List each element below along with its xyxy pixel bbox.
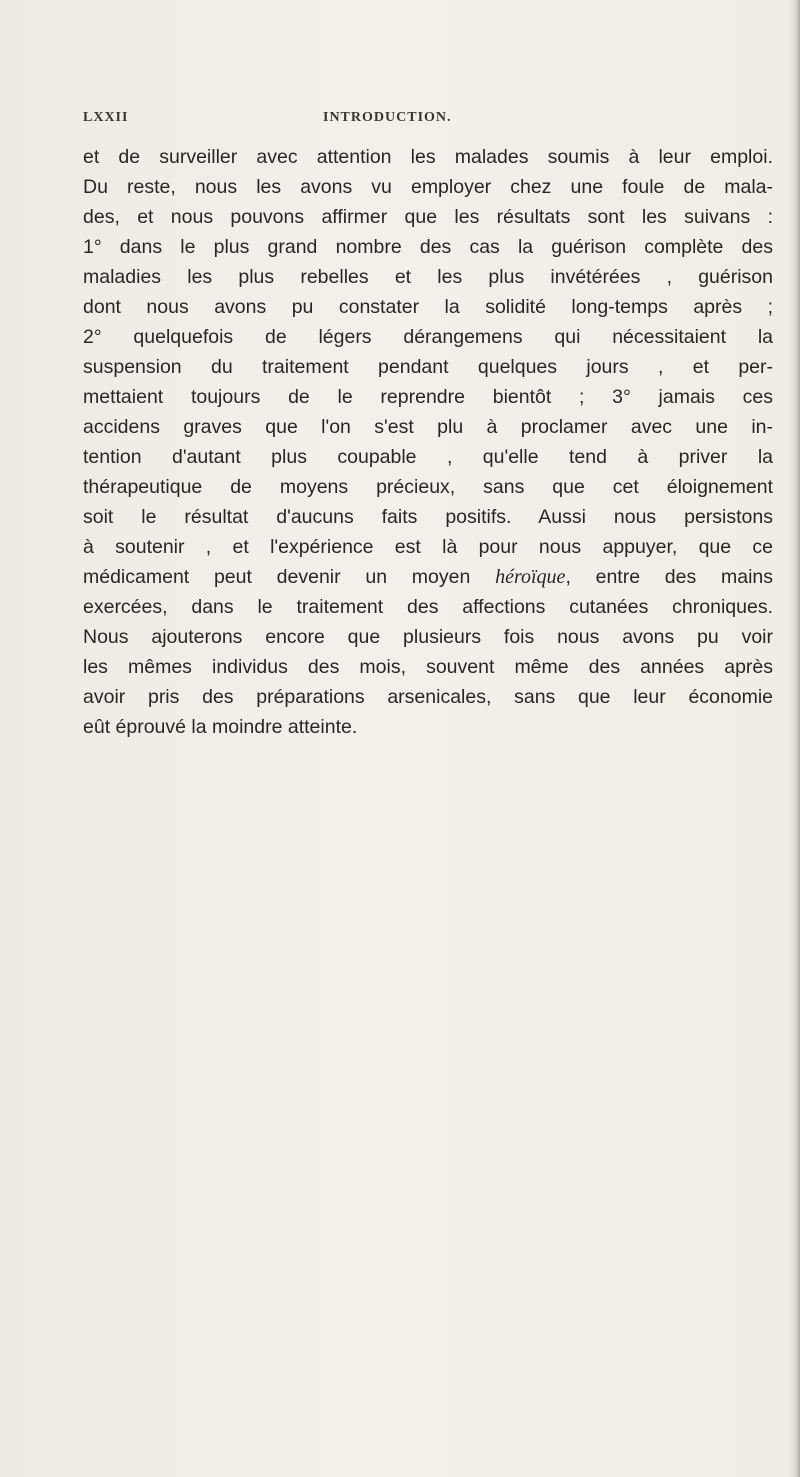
page-number: LXXII	[83, 110, 129, 125]
text-line: soit le résultat d'aucuns faits positifs. Aussi nous persistons	[83, 506, 773, 528]
text-line: 2° quelquefois de légers dérangemens qui nécessitaient la	[83, 326, 773, 348]
italic-word: héroïque	[495, 566, 566, 588]
text-line: mettaient toujours de le reprendre bientôt ; 3° jamais ces	[83, 386, 773, 408]
text-line: dont nous avons pu constater la solidité long-temps après ;	[83, 296, 773, 318]
text-line: Nous ajouterons encore que plusieurs fois nous avons pu voir	[83, 626, 773, 648]
text-line: des, et nous pouvons affirmer que les résultats sont les suivans :	[83, 206, 773, 228]
text-line: accidens graves que l'on s'est plu à proclamer avec une in-	[83, 416, 773, 438]
text-line: exercées, dans le traitement des affections cutanées chroniques.	[83, 596, 773, 618]
text-line: maladies les plus rebelles et les plus invétérées , guérison	[83, 266, 773, 288]
page-edge-shadow	[788, 0, 800, 1477]
text-line: et de surveiller avec attention les malades soumis à leur emploi.	[83, 146, 773, 168]
text-line: avoir pris des préparations arsenicales, sans que leur économie	[83, 686, 773, 708]
text-line: suspension du traitement pendant quelques jours , et per-	[83, 356, 773, 378]
text-line-last: eût éprouvé la moindre atteinte.	[83, 716, 358, 738]
text-line: à soutenir , et l'expérience est là pour nous appuyer, que ce	[83, 536, 773, 558]
text-line: les mêmes individus des mois, souvent même des années après	[83, 656, 773, 678]
page-header	[0, 110, 800, 134]
text-line: tention d'autant plus coupable , qu'elle tend à priver la	[83, 446, 773, 468]
body-paragraph	[83, 142, 773, 742]
text-line-with-italic	[83, 562, 773, 592]
text-segment: médicament peut devenir un moyen	[83, 566, 496, 588]
text-segment: , entre des mains	[565, 566, 773, 588]
text-line: 1° dans le plus grand nombre des cas la guérison complète des	[83, 236, 773, 258]
running-head: INTRODUCTION.	[323, 110, 452, 125]
text-line: Du reste, nous les avons vu employer chez une foule de mala-	[83, 176, 773, 198]
text-line: thérapeutique de moyens précieux, sans que cet éloignement	[83, 476, 773, 498]
